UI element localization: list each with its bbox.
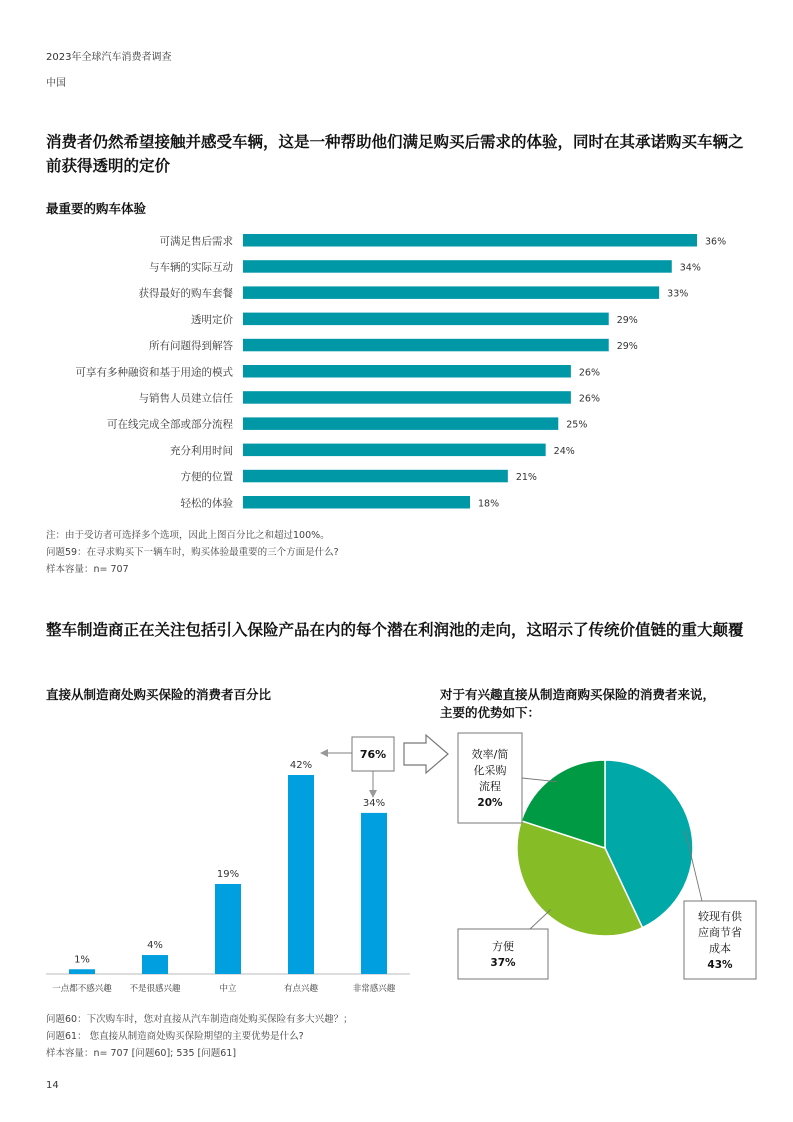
bar: [243, 365, 571, 378]
note-line: 问题59：在寻求购买下一辆车时，购买体验最重要的三个方面是什么?: [46, 547, 339, 558]
bar: [243, 417, 558, 430]
category-label: 可满足售后需求: [159, 235, 233, 248]
section2-notes: [46, 1011, 353, 1062]
section2-heading: 整车制造商正在关注包括引入保险产品在内的每个潜在利润池的走向，这昭示了传统价值链的重大颠覆: [46, 621, 744, 639]
bar: [215, 884, 241, 974]
note-line: 样本容量：n= 707 [问题60]; 535 [问题61]: [46, 1048, 237, 1059]
bar: [243, 496, 470, 509]
bar: [243, 234, 697, 247]
category-label: 中立: [219, 984, 237, 994]
slice-label: 成本: [709, 942, 731, 955]
slice-pct: 43%: [707, 959, 733, 971]
category-label: 充分利用时间: [170, 444, 233, 457]
value-label: 26%: [578, 367, 601, 379]
bar: [243, 286, 659, 299]
value-label: 36%: [705, 236, 727, 248]
arrow-down-head: [369, 790, 377, 798]
slice-label: 方便: [492, 940, 514, 953]
pie-chart: [430, 725, 780, 990]
value-label: 29%: [616, 341, 638, 353]
callout-value: 76%: [359, 748, 387, 761]
note-line: 问题61： 您直接从制造商处购买保险期望的主要优势是什么?: [46, 1031, 304, 1042]
category-label: 与车辆的实际互动: [149, 261, 233, 274]
category-label: 非常感兴趣: [352, 984, 396, 994]
slice-pct: 37%: [490, 957, 516, 969]
note-line: 样本容量：n= 707: [46, 564, 129, 575]
bar: [243, 444, 546, 457]
value-label: 29%: [616, 314, 638, 326]
value-label: 26%: [578, 393, 601, 405]
note-line: 问题60：下次购车时，您对直接从汽车制造商处购买保险有多大兴趣？；: [46, 1014, 353, 1025]
page-number: 14: [46, 1080, 59, 1091]
value-label: 19%: [216, 868, 240, 880]
arrow-left-head: [320, 749, 328, 757]
report-title: 2023年全球汽车消费者调查: [46, 52, 172, 63]
leader-line: [530, 910, 551, 929]
category-label: 获得最好的购车套餐: [138, 287, 233, 300]
note-line: 注：由于受访者可选择多个选项，因此上图百分比之和超过100%。: [46, 530, 330, 541]
slice-label-box: [458, 929, 548, 979]
value-label: 25%: [566, 419, 588, 431]
category-label: 方便的位置: [180, 471, 233, 484]
value-label: 21%: [515, 472, 537, 484]
bar: [243, 391, 571, 404]
value-label: 24%: [553, 445, 575, 457]
value-label: 34%: [679, 262, 701, 274]
slice-label: 应商节省: [698, 926, 742, 939]
chart2-title: 直接从制造商处购买保险的消费者百分比: [46, 687, 272, 702]
category-label: 可在线完成全部或部分流程: [107, 418, 233, 431]
bar: [243, 260, 672, 273]
region-label: 中国: [46, 78, 66, 89]
bar: [243, 470, 508, 483]
slice-label: 较现有供: [698, 910, 742, 923]
vbar-chart: [0, 725, 460, 1000]
category-label: 透明定价: [191, 313, 233, 326]
value-label: 4%: [147, 940, 163, 952]
bar: [361, 813, 387, 974]
value-label: 42%: [289, 760, 313, 771]
slice-pct: 20%: [477, 797, 503, 809]
bar: [243, 313, 609, 326]
slice-label-box: [458, 733, 522, 823]
chart3-title-line: 对于有兴趣直接从制造商购买保险的消费者来说，: [440, 687, 716, 702]
value-label: 1%: [74, 954, 90, 966]
bar: [69, 969, 95, 974]
value-label: 18%: [478, 498, 500, 510]
slice-label: 化采购: [473, 764, 507, 777]
chart3-title: [440, 686, 760, 722]
chart1-title: 最重要的购车体验: [46, 201, 147, 216]
category-label: 轻松的体验: [180, 497, 233, 510]
section1-notes: [46, 527, 339, 578]
bar: [142, 955, 168, 974]
bar: [243, 339, 609, 352]
chart3-title-line: 主要的优势如下：: [440, 705, 541, 720]
hbar-chart: [0, 225, 793, 515]
slice-label: 效率/简: [471, 748, 509, 761]
category-label: 不是很感兴趣: [129, 984, 181, 994]
section1-heading: 消费者仍然希望接触并感受车辆，这是一种帮助他们满足购买后需求的体验，同时在其承诺购买车辆之前获得透明的定价: [46, 133, 744, 175]
value-label: 33%: [667, 288, 689, 300]
category-label: 有点兴趣: [283, 984, 319, 994]
category-label: 与销售人员建立信任: [138, 392, 233, 405]
category-label: 可享有多种融资和基于用途的模式: [75, 366, 233, 379]
bar: [288, 775, 314, 974]
category-label: 一点都不感兴趣: [52, 984, 112, 994]
category-label: 所有问题得到解答: [149, 340, 233, 353]
slice-label: 流程: [479, 780, 501, 793]
value-label: 34%: [362, 797, 386, 809]
